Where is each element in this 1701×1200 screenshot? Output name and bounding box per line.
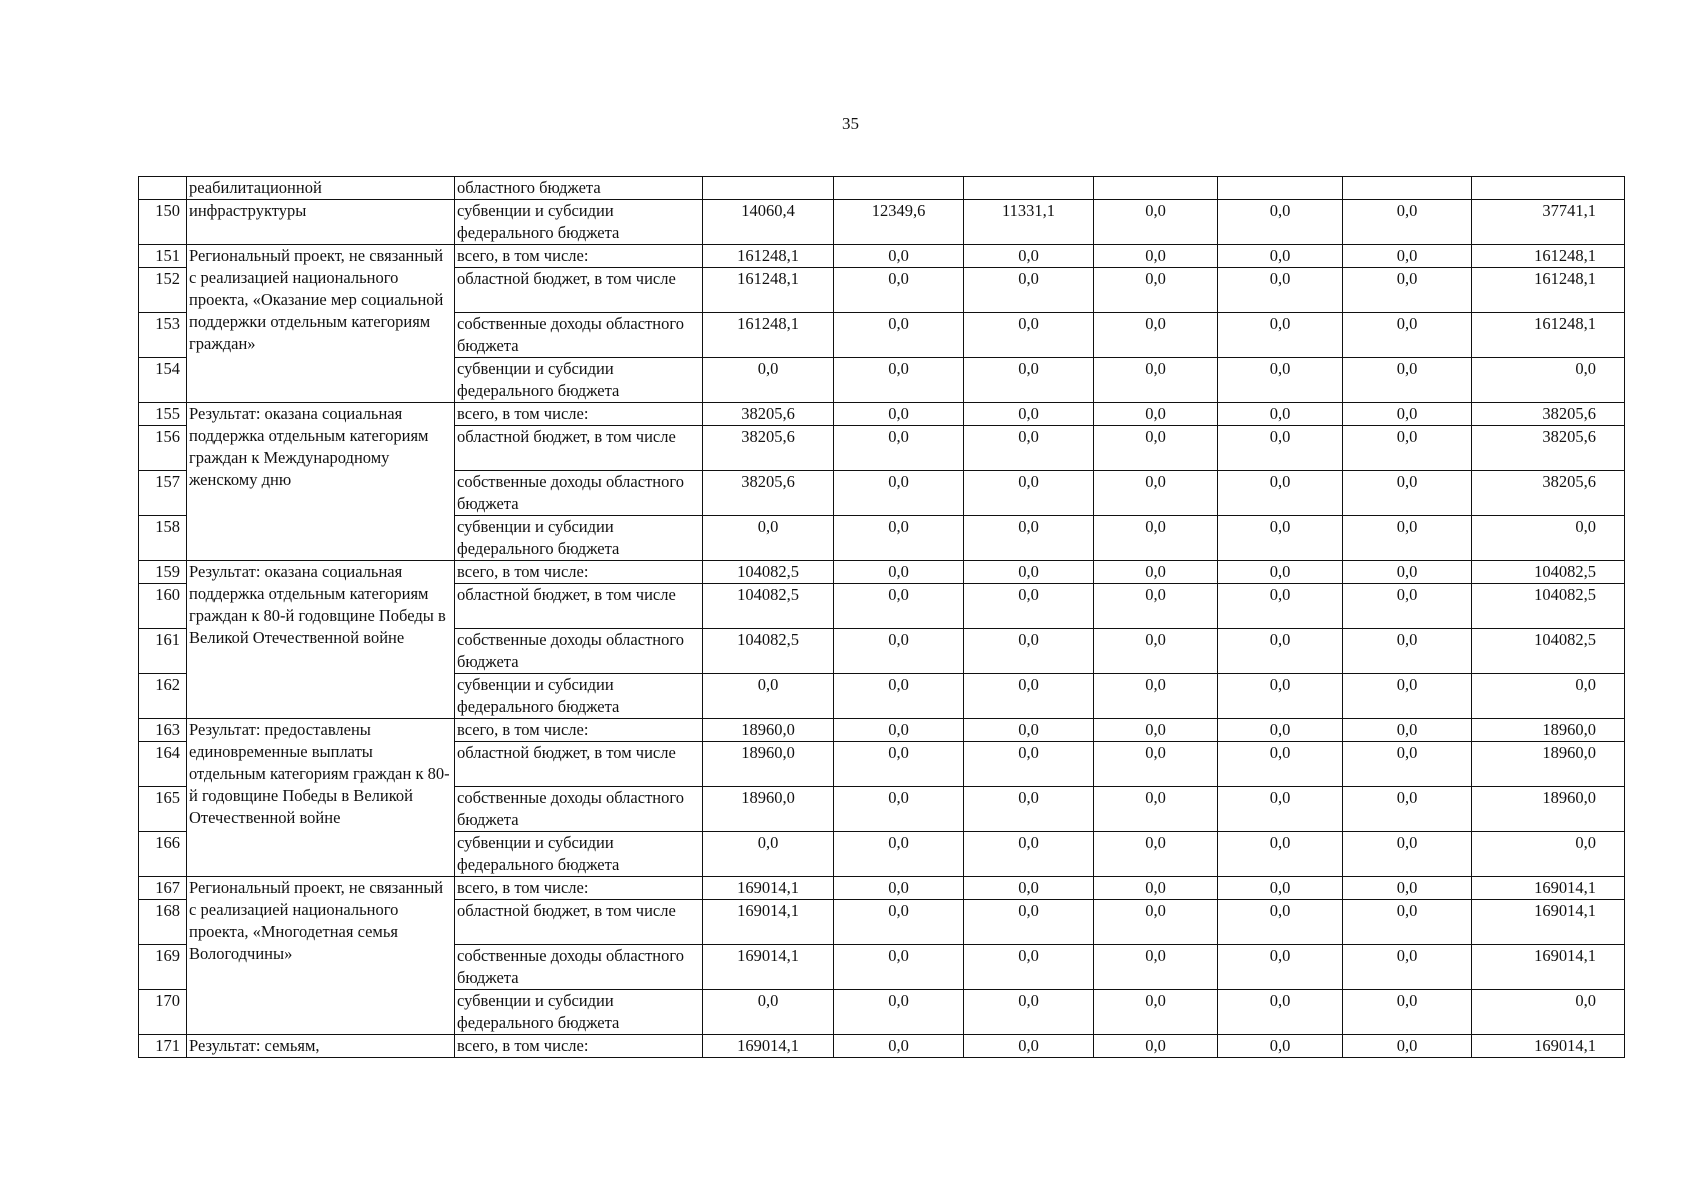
value-cell: 0,0 (834, 787, 964, 832)
value-cell: 0,0 (1094, 268, 1218, 313)
row-number-cell: 167 (139, 877, 187, 900)
total-cell: 0,0 (1472, 832, 1625, 877)
value-cell: 0,0 (964, 877, 1094, 900)
funding-source-cell: всего, в том числе: (455, 877, 703, 900)
value-cell: 38205,6 (703, 426, 834, 471)
value-cell: 0,0 (1343, 629, 1472, 674)
funding-source-cell: собственные доходы областного бюджета (455, 471, 703, 516)
total-cell: 0,0 (1472, 990, 1625, 1035)
value-cell: 0,0 (1218, 200, 1343, 245)
total-cell: 38205,6 (1472, 426, 1625, 471)
funding-source-cell: всего, в том числе: (455, 403, 703, 426)
funding-source-cell: субвенции и субсидии федерального бюджета (455, 990, 703, 1035)
value-cell: 0,0 (1094, 629, 1218, 674)
total-cell: 0,0 (1472, 674, 1625, 719)
total-cell: 169014,1 (1472, 877, 1625, 900)
value-cell: 0,0 (964, 719, 1094, 742)
total-cell: 18960,0 (1472, 787, 1625, 832)
value-cell: 0,0 (1343, 313, 1472, 358)
value-cell: 0,0 (1343, 358, 1472, 403)
table-body (139, 177, 1625, 1058)
value-cell: 104082,5 (703, 584, 834, 629)
description-cell: реабилитационной (187, 177, 455, 200)
value-cell: 14060,4 (703, 200, 834, 245)
value-cell: 0,0 (1218, 426, 1343, 471)
value-cell: 0,0 (1343, 719, 1472, 742)
value-cell: 169014,1 (703, 877, 834, 900)
budget-table (138, 176, 1625, 1058)
value-cell: 0,0 (1218, 674, 1343, 719)
funding-source-cell: областной бюджет, в том числе (455, 742, 703, 787)
row-number-cell: 171 (139, 1035, 187, 1058)
row-number-cell: 151 (139, 245, 187, 268)
table-row (139, 1035, 1625, 1058)
value-cell: 0,0 (834, 516, 964, 561)
row-number-cell: 155 (139, 403, 187, 426)
value-cell: 0,0 (964, 313, 1094, 358)
funding-source-cell: областной бюджет, в том числе (455, 268, 703, 313)
row-number-cell: 154 (139, 358, 187, 403)
total-cell: 104082,5 (1472, 584, 1625, 629)
value-cell: 169014,1 (703, 1035, 834, 1058)
value-cell: 169014,1 (703, 945, 834, 990)
value-cell: 0,0 (1094, 561, 1218, 584)
value-cell: 0,0 (1343, 516, 1472, 561)
value-cell: 0,0 (1343, 742, 1472, 787)
value-cell: 0,0 (1218, 832, 1343, 877)
funding-source-cell: областной бюджет, в том числе (455, 426, 703, 471)
value-cell: 0,0 (834, 719, 964, 742)
row-number-cell (139, 177, 187, 200)
value-cell: 0,0 (834, 629, 964, 674)
total-cell: 18960,0 (1472, 742, 1625, 787)
value-cell: 0,0 (1218, 403, 1343, 426)
row-number-cell: 165 (139, 787, 187, 832)
value-cell: 0,0 (1218, 516, 1343, 561)
value-cell: 0,0 (964, 358, 1094, 403)
value-cell: 0,0 (834, 426, 964, 471)
value-cell: 0,0 (1094, 516, 1218, 561)
value-cell: 0,0 (834, 313, 964, 358)
value-cell: 0,0 (1094, 200, 1218, 245)
total-cell: 161248,1 (1472, 268, 1625, 313)
value-cell: 0,0 (1218, 268, 1343, 313)
value-cell: 0,0 (1094, 584, 1218, 629)
value-cell: 0,0 (1094, 945, 1218, 990)
row-number-cell: 164 (139, 742, 187, 787)
value-cell: 0,0 (964, 268, 1094, 313)
value-cell: 0,0 (1094, 900, 1218, 945)
value-cell: 0,0 (834, 742, 964, 787)
value-cell: 0,0 (964, 945, 1094, 990)
table-row (139, 719, 1625, 742)
value-cell: 0,0 (1218, 629, 1343, 674)
value-cell: 0,0 (1218, 990, 1343, 1035)
row-number-cell: 150 (139, 200, 187, 245)
row-number-cell: 159 (139, 561, 187, 584)
value-cell: 0,0 (1094, 313, 1218, 358)
total-cell: 18960,0 (1472, 719, 1625, 742)
value-cell: 169014,1 (703, 900, 834, 945)
funding-source-cell: субвенции и субсидии федерального бюджета (455, 358, 703, 403)
value-cell: 0,0 (1094, 1035, 1218, 1058)
value-cell: 0,0 (1343, 471, 1472, 516)
row-number-cell: 168 (139, 900, 187, 945)
value-cell: 0,0 (1218, 1035, 1343, 1058)
total-cell: 0,0 (1472, 358, 1625, 403)
table-row (139, 245, 1625, 268)
description-cell: Региональный проект, не связанный с реализацией национального проекта, «Оказание мер социальной поддержки отдельным категориям граждан» (187, 245, 455, 403)
value-cell: 0,0 (1343, 832, 1472, 877)
value-cell: 0,0 (1218, 945, 1343, 990)
value-cell (834, 177, 964, 200)
value-cell: 161248,1 (703, 245, 834, 268)
value-cell: 0,0 (1218, 900, 1343, 945)
value-cell: 161248,1 (703, 268, 834, 313)
value-cell: 104082,5 (703, 561, 834, 584)
value-cell: 161248,1 (703, 313, 834, 358)
value-cell (1094, 177, 1218, 200)
value-cell: 0,0 (703, 674, 834, 719)
value-cell: 0,0 (1094, 245, 1218, 268)
value-cell (1343, 177, 1472, 200)
row-number-cell: 169 (139, 945, 187, 990)
table-row (139, 877, 1625, 900)
value-cell (1472, 177, 1625, 200)
value-cell: 0,0 (834, 471, 964, 516)
row-number-cell: 156 (139, 426, 187, 471)
row-number-cell: 161 (139, 629, 187, 674)
row-number-cell: 157 (139, 471, 187, 516)
table-row (139, 561, 1625, 584)
value-cell: 0,0 (1343, 945, 1472, 990)
description-cell: Результат: оказана социальная поддержка отдельным категориям граждан к Международному женскому дню (187, 403, 455, 561)
value-cell: 0,0 (703, 990, 834, 1035)
funding-source-cell: областной бюджет, в том числе (455, 584, 703, 629)
total-cell: 38205,6 (1472, 471, 1625, 516)
value-cell: 0,0 (834, 358, 964, 403)
page-number: 35 (842, 114, 859, 133)
value-cell: 11331,1 (964, 200, 1094, 245)
value-cell: 0,0 (1343, 900, 1472, 945)
description-cell: Региональный проект, не связанный с реализацией национального проекта, «Многодетная семья Вологодчины» (187, 877, 455, 1035)
row-number-cell: 166 (139, 832, 187, 877)
funding-source-cell: областной бюджет, в том числе (455, 900, 703, 945)
value-cell: 0,0 (834, 900, 964, 945)
table-row (139, 200, 1625, 245)
value-cell: 0,0 (834, 584, 964, 629)
value-cell: 0,0 (1094, 990, 1218, 1035)
value-cell: 0,0 (1343, 674, 1472, 719)
funding-source-cell: всего, в том числе: (455, 245, 703, 268)
value-cell: 0,0 (1343, 787, 1472, 832)
value-cell: 0,0 (964, 742, 1094, 787)
value-cell: 0,0 (1094, 471, 1218, 516)
value-cell: 0,0 (1343, 1035, 1472, 1058)
value-cell: 0,0 (1094, 674, 1218, 719)
value-cell: 0,0 (703, 516, 834, 561)
value-cell: 0,0 (1343, 200, 1472, 245)
value-cell: 104082,5 (703, 629, 834, 674)
total-cell: 104082,5 (1472, 561, 1625, 584)
row-number-cell: 153 (139, 313, 187, 358)
value-cell: 0,0 (834, 1035, 964, 1058)
value-cell: 0,0 (834, 245, 964, 268)
funding-source-cell: всего, в том числе: (455, 561, 703, 584)
value-cell: 0,0 (1094, 787, 1218, 832)
row-number-cell: 162 (139, 674, 187, 719)
funding-source-cell: субвенции и субсидии федерального бюджета (455, 832, 703, 877)
value-cell: 0,0 (834, 990, 964, 1035)
value-cell: 0,0 (1218, 358, 1343, 403)
value-cell: 0,0 (1218, 245, 1343, 268)
funding-source-cell: субвенции и субсидии федерального бюджета (455, 200, 703, 245)
total-cell: 169014,1 (1472, 945, 1625, 990)
value-cell: 0,0 (834, 403, 964, 426)
funding-source-cell: субвенции и субсидии федерального бюджета (455, 674, 703, 719)
value-cell: 0,0 (1343, 268, 1472, 313)
value-cell (703, 177, 834, 200)
value-cell: 0,0 (964, 629, 1094, 674)
funding-source-cell: собственные доходы областного бюджета (455, 313, 703, 358)
row-number-cell: 163 (139, 719, 187, 742)
value-cell: 0,0 (964, 900, 1094, 945)
value-cell: 0,0 (1094, 358, 1218, 403)
value-cell: 0,0 (964, 990, 1094, 1035)
value-cell: 18960,0 (703, 787, 834, 832)
total-cell: 161248,1 (1472, 245, 1625, 268)
value-cell: 0,0 (1343, 877, 1472, 900)
value-cell: 0,0 (1094, 719, 1218, 742)
table-row (139, 177, 1625, 200)
value-cell: 0,0 (834, 268, 964, 313)
value-cell: 0,0 (964, 832, 1094, 877)
value-cell: 0,0 (1094, 426, 1218, 471)
value-cell: 0,0 (964, 1035, 1094, 1058)
value-cell: 12349,6 (834, 200, 964, 245)
value-cell: 0,0 (1343, 584, 1472, 629)
value-cell: 0,0 (964, 584, 1094, 629)
total-cell: 37741,1 (1472, 200, 1625, 245)
value-cell: 38205,6 (703, 471, 834, 516)
description-cell: Результат: предоставлены единовременные выплаты отдельным категориям граждан к 80-й годовщине Победы в Великой Отечественной войне (187, 719, 455, 877)
total-cell: 104082,5 (1472, 629, 1625, 674)
value-cell: 18960,0 (703, 719, 834, 742)
funding-source-cell: областного бюджета (455, 177, 703, 200)
value-cell: 0,0 (1218, 719, 1343, 742)
value-cell: 0,0 (1094, 877, 1218, 900)
value-cell: 0,0 (964, 426, 1094, 471)
value-cell: 0,0 (834, 945, 964, 990)
value-cell: 0,0 (703, 358, 834, 403)
value-cell: 0,0 (1343, 561, 1472, 584)
value-cell: 0,0 (703, 832, 834, 877)
value-cell: 0,0 (834, 832, 964, 877)
value-cell: 38205,6 (703, 403, 834, 426)
value-cell: 0,0 (1218, 742, 1343, 787)
value-cell: 0,0 (1218, 313, 1343, 358)
description-cell: Результат: семьям, (187, 1035, 455, 1058)
value-cell (1218, 177, 1343, 200)
value-cell: 0,0 (1218, 471, 1343, 516)
value-cell: 0,0 (1218, 561, 1343, 584)
value-cell (964, 177, 1094, 200)
value-cell: 0,0 (1343, 245, 1472, 268)
funding-source-cell: собственные доходы областного бюджета (455, 945, 703, 990)
value-cell: 0,0 (1343, 426, 1472, 471)
value-cell: 0,0 (964, 516, 1094, 561)
row-number-cell: 170 (139, 990, 187, 1035)
value-cell: 0,0 (1343, 403, 1472, 426)
total-cell: 161248,1 (1472, 313, 1625, 358)
value-cell: 0,0 (1218, 787, 1343, 832)
description-cell: инфраструктуры (187, 200, 455, 245)
value-cell: 0,0 (964, 561, 1094, 584)
total-cell: 0,0 (1472, 516, 1625, 561)
value-cell: 0,0 (964, 403, 1094, 426)
total-cell: 169014,1 (1472, 900, 1625, 945)
description-cell: Результат: оказана социальная поддержка отдельным категориям граждан к 80-й годовщине Победы в Великой Отечественной войне (187, 561, 455, 719)
funding-source-cell: собственные доходы областного бюджета (455, 787, 703, 832)
value-cell: 0,0 (834, 561, 964, 584)
value-cell: 0,0 (964, 471, 1094, 516)
table-row (139, 403, 1625, 426)
value-cell: 0,0 (1094, 832, 1218, 877)
row-number-cell: 160 (139, 584, 187, 629)
value-cell: 0,0 (1094, 403, 1218, 426)
funding-source-cell: субвенции и субсидии федерального бюджета (455, 516, 703, 561)
row-number-cell: 158 (139, 516, 187, 561)
total-cell: 169014,1 (1472, 1035, 1625, 1058)
value-cell: 0,0 (1218, 584, 1343, 629)
total-cell: 38205,6 (1472, 403, 1625, 426)
row-number-cell: 152 (139, 268, 187, 313)
value-cell: 0,0 (834, 877, 964, 900)
value-cell: 0,0 (834, 674, 964, 719)
value-cell: 0,0 (1218, 877, 1343, 900)
value-cell: 0,0 (964, 674, 1094, 719)
funding-source-cell: всего, в том числе: (455, 719, 703, 742)
value-cell: 18960,0 (703, 742, 834, 787)
funding-source-cell: всего, в том числе: (455, 1035, 703, 1058)
value-cell: 0,0 (1094, 742, 1218, 787)
value-cell: 0,0 (964, 245, 1094, 268)
value-cell: 0,0 (964, 787, 1094, 832)
funding-source-cell: собственные доходы областного бюджета (455, 629, 703, 674)
value-cell: 0,0 (1343, 990, 1472, 1035)
